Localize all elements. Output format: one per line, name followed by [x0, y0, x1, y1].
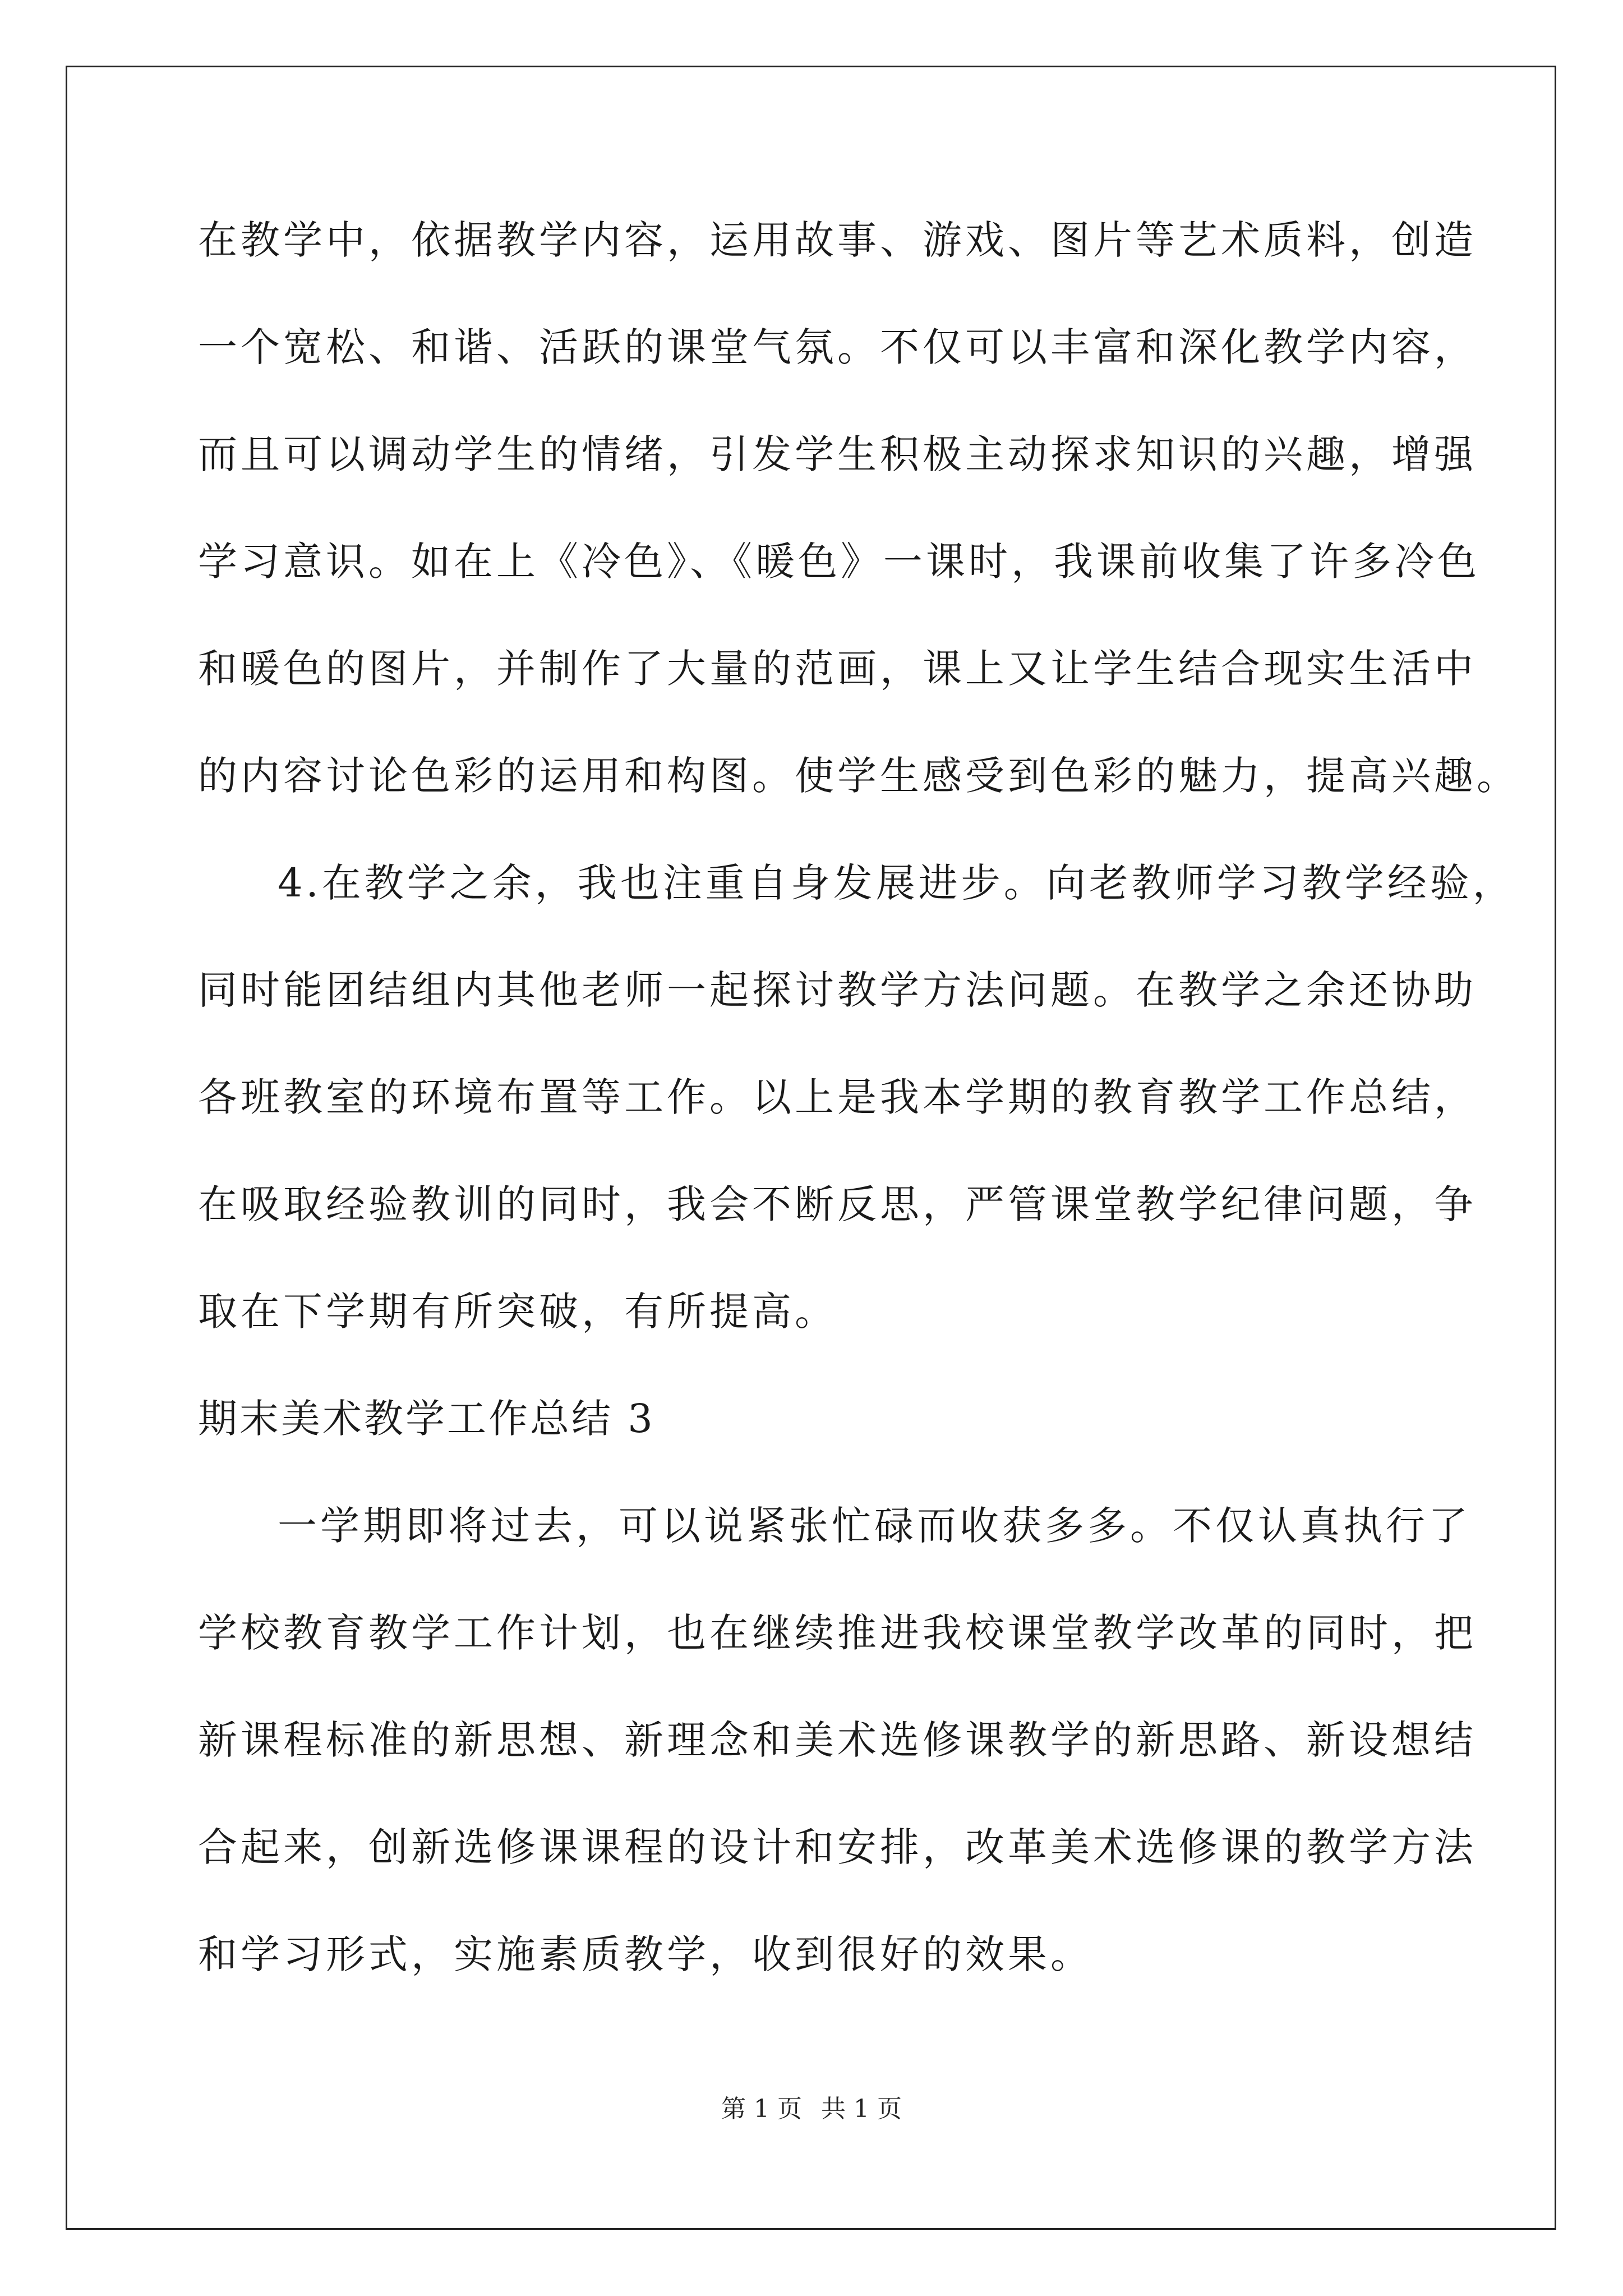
- text-line: 取在下学期有所突破，有所提高。: [198, 1289, 837, 1335]
- text-line: 4.在教学之余，我也注重自身发展进步。向老教师学习教学经验，: [278, 860, 1515, 906]
- text-line: 合起来，创新选修课课程的设计和安排，改革美术选修课的教学方法: [198, 1824, 1477, 1870]
- text-line: 各班教室的环境布置等工作。以上是我本学期的教育教学工作总结，: [198, 1074, 1477, 1120]
- section-heading: 期末美术教学工作总结 3: [198, 1396, 655, 1442]
- text-line: 学校教育教学工作计划，也在继续推进我校课堂教学改革的同时，把: [198, 1610, 1477, 1656]
- text-line: 和暖色的图片，并制作了大量的范画，课上又让学生结合现实生活中: [198, 646, 1477, 692]
- document-body: [198, 213, 1519, 2035]
- text-line: 在教学中，依据教学内容，运用故事、游戏、图片等艺术质料，创造: [198, 217, 1477, 263]
- paragraph: [198, 1499, 1477, 2035]
- text-line: 和学习形式，实施素质教学，收到很好的效果。: [198, 1931, 1093, 1977]
- text-line: 一个宽松、和谐、活跃的课堂气氛。不仅可以丰富和深化教学内容，: [198, 324, 1477, 370]
- text-line: 的内容讨论色彩的运用和构图。使学生感受到色彩的魅力，提高兴趣。: [198, 753, 1519, 799]
- page-number: 第 1 页: [721, 2095, 802, 2123]
- page-footer: [0, 2092, 1623, 2126]
- text-line: 而且可以调动学生的情绪，引发学生积极主动探求知识的兴趣，增强: [198, 431, 1477, 477]
- paragraph: [198, 213, 1519, 856]
- text-line: 新课程标准的新思想、新理念和美术选修课教学的新思路、新设想结: [198, 1717, 1477, 1763]
- text-line: 在吸取经验教训的同时，我会不断反思，严管课堂教学纪律问题，争: [198, 1181, 1477, 1227]
- text-line: 同时能团结组内其他老师一起探讨教学方法问题。在教学之余还协助: [198, 967, 1477, 1013]
- text-line: 一学期即将过去，可以说紧张忙碌而收获多多。不仅认真执行了: [278, 1503, 1471, 1549]
- paragraph: [198, 856, 1515, 1392]
- text-line: 学习意识。如在上《冷色》、《暖色》一课时，我课前收集了许多冷色: [198, 539, 1480, 585]
- page-total: 共 1 页: [821, 2095, 902, 2123]
